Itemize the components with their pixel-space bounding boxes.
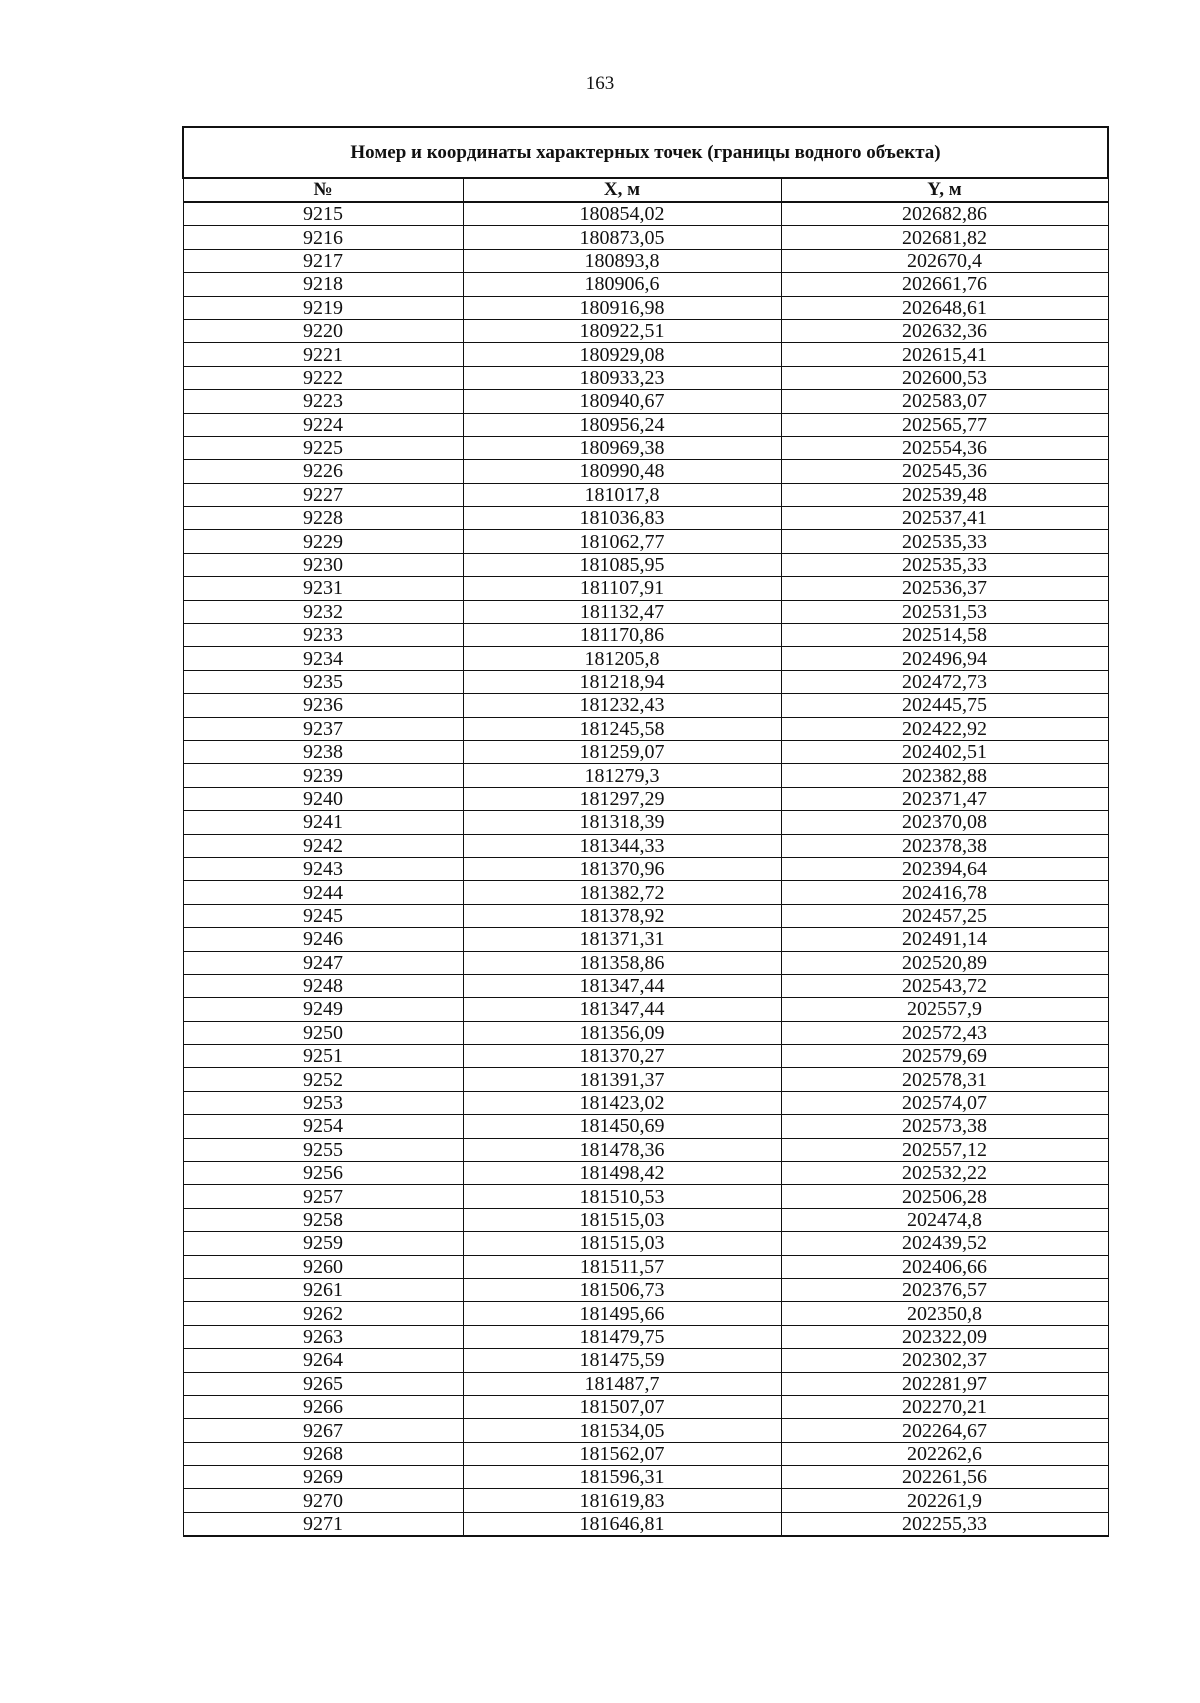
point-number-cell: 9218 xyxy=(183,273,463,296)
table-row xyxy=(183,226,1108,249)
table-row xyxy=(183,928,1108,951)
y-coordinate-cell: 202264,67 xyxy=(781,1419,1108,1442)
point-number-cell: 9253 xyxy=(183,1091,463,1114)
x-coordinate-cell: 181479,75 xyxy=(463,1325,781,1348)
table-row xyxy=(183,1138,1108,1161)
x-coordinate-cell: 180990,48 xyxy=(463,460,781,483)
x-coordinate-cell: 181378,92 xyxy=(463,904,781,927)
x-coordinate-cell: 180893,8 xyxy=(463,249,781,272)
y-coordinate-cell: 202583,07 xyxy=(781,390,1108,413)
y-coordinate-cell: 202557,12 xyxy=(781,1138,1108,1161)
y-coordinate-cell: 202573,38 xyxy=(781,1115,1108,1138)
page-number: 163 xyxy=(585,73,615,94)
point-number-cell: 9257 xyxy=(183,1185,463,1208)
table-row xyxy=(183,647,1108,670)
y-coordinate-cell: 202378,38 xyxy=(781,834,1108,857)
y-coordinate-cell: 202539,48 xyxy=(781,483,1108,506)
y-coordinate-cell: 202545,36 xyxy=(781,460,1108,483)
x-coordinate-cell: 181017,8 xyxy=(463,483,781,506)
table-row xyxy=(183,530,1108,553)
point-number-cell: 9270 xyxy=(183,1489,463,1512)
x-coordinate-cell: 181423,02 xyxy=(463,1091,781,1114)
x-coordinate-cell: 181506,73 xyxy=(463,1278,781,1301)
x-coordinate-cell: 181170,86 xyxy=(463,624,781,647)
point-number-cell: 9230 xyxy=(183,553,463,576)
table-row xyxy=(183,998,1108,1021)
y-coordinate-cell: 202514,58 xyxy=(781,624,1108,647)
y-coordinate-cell: 202457,25 xyxy=(781,904,1108,927)
x-coordinate-cell: 181515,03 xyxy=(463,1208,781,1231)
x-coordinate-cell: 181232,43 xyxy=(463,694,781,717)
x-coordinate-cell: 181498,42 xyxy=(463,1162,781,1185)
x-coordinate-cell: 180873,05 xyxy=(463,226,781,249)
y-coordinate-cell: 202472,73 xyxy=(781,670,1108,693)
y-coordinate-cell: 202572,43 xyxy=(781,1021,1108,1044)
x-coordinate-cell: 181259,07 xyxy=(463,740,781,763)
table-row xyxy=(183,1115,1108,1138)
y-coordinate-cell: 202681,82 xyxy=(781,226,1108,249)
table-row xyxy=(183,390,1108,413)
table-row xyxy=(183,787,1108,810)
x-coordinate-cell: 181062,77 xyxy=(463,530,781,553)
y-coordinate-cell: 202670,4 xyxy=(781,249,1108,272)
table-row xyxy=(183,577,1108,600)
y-coordinate-cell: 202531,53 xyxy=(781,600,1108,623)
point-number-cell: 9226 xyxy=(183,460,463,483)
table-row xyxy=(183,1372,1108,1395)
table-row xyxy=(183,1489,1108,1512)
y-coordinate-cell: 202370,08 xyxy=(781,811,1108,834)
x-coordinate-cell: 181318,39 xyxy=(463,811,781,834)
point-number-cell: 9256 xyxy=(183,1162,463,1185)
point-number-cell: 9244 xyxy=(183,881,463,904)
point-number-cell: 9238 xyxy=(183,740,463,763)
y-coordinate-cell: 202382,88 xyxy=(781,764,1108,787)
point-number-cell: 9260 xyxy=(183,1255,463,1278)
point-number-cell: 9235 xyxy=(183,670,463,693)
x-coordinate-cell: 180922,51 xyxy=(463,319,781,342)
point-number-cell: 9223 xyxy=(183,390,463,413)
x-coordinate-cell: 181036,83 xyxy=(463,507,781,530)
table-row xyxy=(183,1091,1108,1114)
x-coordinate-cell: 180969,38 xyxy=(463,436,781,459)
point-number-cell: 9227 xyxy=(183,483,463,506)
point-number-cell: 9224 xyxy=(183,413,463,436)
y-coordinate-cell: 202574,07 xyxy=(781,1091,1108,1114)
table-row xyxy=(183,1045,1108,1068)
point-number-cell: 9220 xyxy=(183,319,463,342)
point-number-cell: 9258 xyxy=(183,1208,463,1231)
y-coordinate-cell: 202302,37 xyxy=(781,1349,1108,1372)
y-coordinate-cell: 202578,31 xyxy=(781,1068,1108,1091)
table-row xyxy=(183,1208,1108,1231)
table-row xyxy=(183,1442,1108,1465)
point-number-cell: 9264 xyxy=(183,1349,463,1372)
y-coordinate-cell: 202255,33 xyxy=(781,1512,1108,1536)
y-coordinate-cell: 202371,47 xyxy=(781,787,1108,810)
point-number-cell: 9229 xyxy=(183,530,463,553)
table-row xyxy=(183,764,1108,787)
y-coordinate-cell: 202376,57 xyxy=(781,1278,1108,1301)
y-coordinate-cell: 202565,77 xyxy=(781,413,1108,436)
table-row xyxy=(183,1302,1108,1325)
table-body xyxy=(183,202,1108,1536)
table-row xyxy=(183,1419,1108,1442)
y-coordinate-cell: 202474,8 xyxy=(781,1208,1108,1231)
point-number-cell: 9267 xyxy=(183,1419,463,1442)
point-number-cell: 9240 xyxy=(183,787,463,810)
table-row xyxy=(183,436,1108,459)
table-row xyxy=(183,1325,1108,1348)
point-number-cell: 9269 xyxy=(183,1466,463,1489)
x-coordinate-cell: 181450,69 xyxy=(463,1115,781,1138)
table-row xyxy=(183,413,1108,436)
y-coordinate-cell: 202520,89 xyxy=(781,951,1108,974)
y-coordinate-cell: 202506,28 xyxy=(781,1185,1108,1208)
y-coordinate-cell: 202532,22 xyxy=(781,1162,1108,1185)
table-row xyxy=(183,717,1108,740)
point-number-cell: 9219 xyxy=(183,296,463,319)
y-coordinate-cell: 202270,21 xyxy=(781,1395,1108,1418)
point-number-cell: 9233 xyxy=(183,624,463,647)
x-coordinate-cell: 180854,02 xyxy=(463,202,781,226)
x-coordinate-cell: 181495,66 xyxy=(463,1302,781,1325)
column-header-y: Y, м xyxy=(781,178,1108,202)
table-row xyxy=(183,834,1108,857)
point-number-cell: 9243 xyxy=(183,857,463,880)
point-number-cell: 9242 xyxy=(183,834,463,857)
y-coordinate-cell: 202661,76 xyxy=(781,273,1108,296)
x-coordinate-cell: 181218,94 xyxy=(463,670,781,693)
point-number-cell: 9252 xyxy=(183,1068,463,1091)
point-number-cell: 9250 xyxy=(183,1021,463,1044)
point-number-cell: 9215 xyxy=(183,202,463,226)
y-coordinate-cell: 202535,33 xyxy=(781,553,1108,576)
x-coordinate-cell: 181245,58 xyxy=(463,717,781,740)
table-row xyxy=(183,857,1108,880)
table-row xyxy=(183,670,1108,693)
x-coordinate-cell: 180956,24 xyxy=(463,413,781,436)
point-number-cell: 9234 xyxy=(183,647,463,670)
table-row xyxy=(183,1232,1108,1255)
x-coordinate-cell: 181347,44 xyxy=(463,998,781,1021)
y-coordinate-cell: 202615,41 xyxy=(781,343,1108,366)
x-coordinate-cell: 181475,59 xyxy=(463,1349,781,1372)
x-coordinate-cell: 181356,09 xyxy=(463,1021,781,1044)
table-row xyxy=(183,343,1108,366)
point-number-cell: 9271 xyxy=(183,1512,463,1536)
point-number-cell: 9266 xyxy=(183,1395,463,1418)
table-row xyxy=(183,694,1108,717)
table-row xyxy=(183,249,1108,272)
table-row xyxy=(183,974,1108,997)
point-number-cell: 9222 xyxy=(183,366,463,389)
x-coordinate-cell: 181391,37 xyxy=(463,1068,781,1091)
point-number-cell: 9217 xyxy=(183,249,463,272)
x-coordinate-cell: 181370,27 xyxy=(463,1045,781,1068)
table-row xyxy=(183,740,1108,763)
table-row xyxy=(183,904,1108,927)
table-row xyxy=(183,951,1108,974)
y-coordinate-cell: 202439,52 xyxy=(781,1232,1108,1255)
y-coordinate-cell: 202350,8 xyxy=(781,1302,1108,1325)
x-coordinate-cell: 181487,7 xyxy=(463,1372,781,1395)
x-coordinate-cell: 181534,05 xyxy=(463,1419,781,1442)
y-coordinate-cell: 202537,41 xyxy=(781,507,1108,530)
y-coordinate-cell: 202579,69 xyxy=(781,1045,1108,1068)
table-row xyxy=(183,1466,1108,1489)
y-coordinate-cell: 202535,33 xyxy=(781,530,1108,553)
point-number-cell: 9228 xyxy=(183,507,463,530)
x-coordinate-cell: 180940,67 xyxy=(463,390,781,413)
point-number-cell: 9251 xyxy=(183,1045,463,1068)
table-row xyxy=(183,1349,1108,1372)
table-row xyxy=(183,202,1108,226)
x-coordinate-cell: 181297,29 xyxy=(463,787,781,810)
y-coordinate-cell: 202261,56 xyxy=(781,1466,1108,1489)
x-coordinate-cell: 181132,47 xyxy=(463,600,781,623)
point-number-cell: 9216 xyxy=(183,226,463,249)
y-coordinate-cell: 202496,94 xyxy=(781,647,1108,670)
point-number-cell: 9262 xyxy=(183,1302,463,1325)
column-header-x: X, м xyxy=(463,178,781,202)
y-coordinate-cell: 202543,72 xyxy=(781,974,1108,997)
x-coordinate-cell: 181562,07 xyxy=(463,1442,781,1465)
x-coordinate-cell: 181347,44 xyxy=(463,974,781,997)
table-row xyxy=(183,1185,1108,1208)
point-number-cell: 9259 xyxy=(183,1232,463,1255)
table-row xyxy=(183,624,1108,647)
x-coordinate-cell: 181370,96 xyxy=(463,857,781,880)
y-coordinate-cell: 202554,36 xyxy=(781,436,1108,459)
y-coordinate-cell: 202536,37 xyxy=(781,577,1108,600)
table-row xyxy=(183,600,1108,623)
table-row xyxy=(183,1162,1108,1185)
point-number-cell: 9247 xyxy=(183,951,463,974)
point-number-cell: 9236 xyxy=(183,694,463,717)
x-coordinate-cell: 181510,53 xyxy=(463,1185,781,1208)
point-number-cell: 9237 xyxy=(183,717,463,740)
point-number-cell: 9221 xyxy=(183,343,463,366)
x-coordinate-cell: 180906,6 xyxy=(463,273,781,296)
table-row xyxy=(183,273,1108,296)
point-number-cell: 9225 xyxy=(183,436,463,459)
column-header-number: № xyxy=(183,178,463,202)
table-row xyxy=(183,811,1108,834)
y-coordinate-cell: 202394,64 xyxy=(781,857,1108,880)
point-number-cell: 9246 xyxy=(183,928,463,951)
y-coordinate-cell: 202422,92 xyxy=(781,717,1108,740)
y-coordinate-cell: 202322,09 xyxy=(781,1325,1108,1348)
y-coordinate-cell: 202445,75 xyxy=(781,694,1108,717)
point-number-cell: 9261 xyxy=(183,1278,463,1301)
y-coordinate-cell: 202406,66 xyxy=(781,1255,1108,1278)
y-coordinate-cell: 202600,53 xyxy=(781,366,1108,389)
x-coordinate-cell: 181344,33 xyxy=(463,834,781,857)
table-row xyxy=(183,483,1108,506)
table-row xyxy=(183,881,1108,904)
y-coordinate-cell: 202261,9 xyxy=(781,1489,1108,1512)
x-coordinate-cell: 181478,36 xyxy=(463,1138,781,1161)
point-number-cell: 9249 xyxy=(183,998,463,1021)
x-coordinate-cell: 180929,08 xyxy=(463,343,781,366)
point-number-cell: 9265 xyxy=(183,1372,463,1395)
table-row xyxy=(183,319,1108,342)
y-coordinate-cell: 202682,86 xyxy=(781,202,1108,226)
table-row xyxy=(183,1512,1108,1536)
point-number-cell: 9254 xyxy=(183,1115,463,1138)
table-row xyxy=(183,1068,1108,1091)
table-row xyxy=(183,460,1108,483)
y-coordinate-cell: 202416,78 xyxy=(781,881,1108,904)
x-coordinate-cell: 181107,91 xyxy=(463,577,781,600)
x-coordinate-cell: 181646,81 xyxy=(463,1512,781,1536)
y-coordinate-cell: 202262,6 xyxy=(781,1442,1108,1465)
x-coordinate-cell: 181619,83 xyxy=(463,1489,781,1512)
point-number-cell: 9232 xyxy=(183,600,463,623)
x-coordinate-cell: 181511,57 xyxy=(463,1255,781,1278)
point-number-cell: 9239 xyxy=(183,764,463,787)
x-coordinate-cell: 181371,31 xyxy=(463,928,781,951)
table-row xyxy=(183,1255,1108,1278)
table-row xyxy=(183,296,1108,319)
point-number-cell: 9263 xyxy=(183,1325,463,1348)
point-number-cell: 9248 xyxy=(183,974,463,997)
x-coordinate-cell: 181085,95 xyxy=(463,553,781,576)
x-coordinate-cell: 180933,23 xyxy=(463,366,781,389)
coordinates-table xyxy=(182,126,1109,1537)
point-number-cell: 9255 xyxy=(183,1138,463,1161)
point-number-cell: 9231 xyxy=(183,577,463,600)
point-number-cell: 9245 xyxy=(183,904,463,927)
y-coordinate-cell: 202281,97 xyxy=(781,1372,1108,1395)
y-coordinate-cell: 202648,61 xyxy=(781,296,1108,319)
table-caption: Номер и координаты характерных точек (границы водного объекта) xyxy=(183,127,1108,178)
y-coordinate-cell: 202491,14 xyxy=(781,928,1108,951)
table-row xyxy=(183,507,1108,530)
table-caption-row xyxy=(183,127,1108,178)
table-row xyxy=(183,1021,1108,1044)
table-row xyxy=(183,366,1108,389)
x-coordinate-cell: 181515,03 xyxy=(463,1232,781,1255)
x-coordinate-cell: 181596,31 xyxy=(463,1466,781,1489)
table-row xyxy=(183,1395,1108,1418)
x-coordinate-cell: 181507,07 xyxy=(463,1395,781,1418)
y-coordinate-cell: 202402,51 xyxy=(781,740,1108,763)
y-coordinate-cell: 202557,9 xyxy=(781,998,1108,1021)
table-header-row xyxy=(183,178,1108,202)
x-coordinate-cell: 180916,98 xyxy=(463,296,781,319)
x-coordinate-cell: 181358,86 xyxy=(463,951,781,974)
x-coordinate-cell: 181205,8 xyxy=(463,647,781,670)
table-row xyxy=(183,1278,1108,1301)
y-coordinate-cell: 202632,36 xyxy=(781,319,1108,342)
x-coordinate-cell: 181279,3 xyxy=(463,764,781,787)
point-number-cell: 9268 xyxy=(183,1442,463,1465)
x-coordinate-cell: 181382,72 xyxy=(463,881,781,904)
point-number-cell: 9241 xyxy=(183,811,463,834)
table-row xyxy=(183,553,1108,576)
